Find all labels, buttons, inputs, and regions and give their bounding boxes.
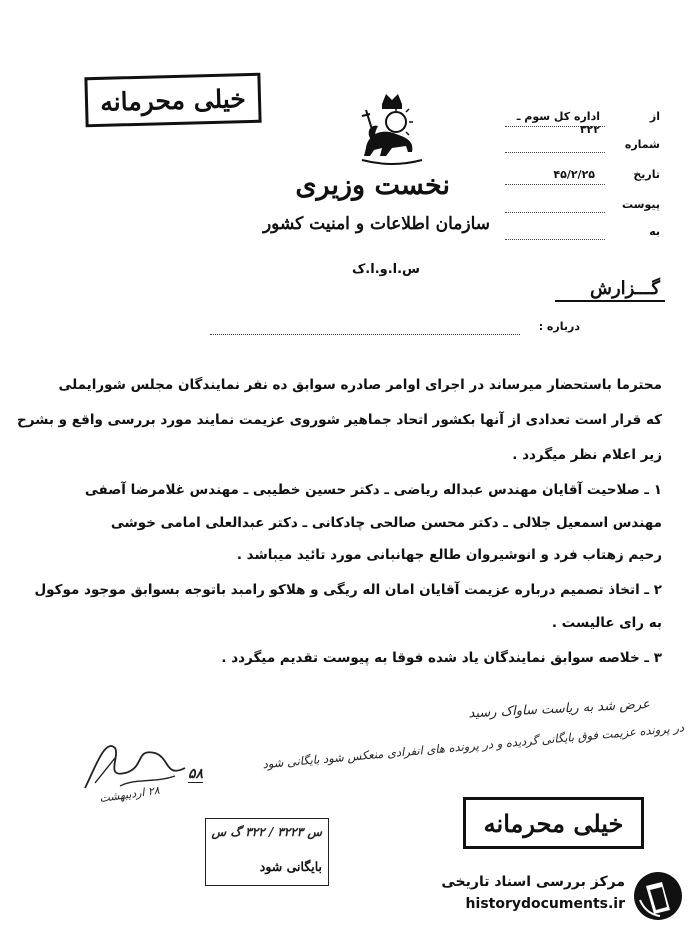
from-value: اداره کل سوم ـ ۳۲۲ (516, 110, 600, 136)
date-value: ۴۵/۲/۲۵ (553, 168, 595, 181)
body-line-5: مهندس اسمعیل جلالی ـ دکتر محسن صالحی چادکانی ـ دکتر عبدالعلی امامی خوشی (110, 515, 662, 531)
body-line-1: محترما باستحضار میرساند در اجرای اوامر صادره سوابق ده نفر نمایندگان مجلس شورایملی (58, 377, 662, 393)
lion-and-sun-emblem (352, 90, 432, 174)
archive-file-number: س ۳۲۲۳ / ۳۲۲ گ س (211, 825, 322, 839)
org-name-line2: سازمان اطلاعات و امنیت کشور (262, 214, 490, 234)
report-title: گـــزارش (590, 278, 660, 299)
subject-label: درباره : (538, 320, 580, 333)
body-line-9: ۳ ـ خلاصه سوابق نمایندگان یاد شده فوقا به پیوست تقدیم میگردد . (221, 650, 662, 666)
from-dotted-line (505, 126, 605, 127)
org-name-line1: نخست وزیری (295, 170, 450, 201)
attachment-label: پیوست (622, 198, 660, 211)
top-confidential-stamp (84, 73, 261, 128)
handwritten-date-note: ۲۸ اردیبهشت (98, 783, 161, 806)
watermark-title: مرکز بررسی اسناد تاریخی (441, 874, 625, 890)
from-label: از (649, 110, 660, 123)
body-line-2: که قرار است تعدادی از آنها بکشور اتحاد جماهیر شوروی عزیمت نمایند مورد بررسی واقع و بشرح (17, 412, 662, 428)
date-dotted-line (505, 184, 605, 185)
report-title-underline (555, 300, 665, 302)
archive-stamp-box (205, 818, 329, 886)
to-dotted-line (505, 239, 605, 240)
attachment-dotted-line (505, 212, 605, 213)
body-line-3: زیر اعلام نظر میگردد . (512, 447, 662, 463)
date-label: تاریخ (633, 168, 660, 181)
handwritten-number-58: ۵۸ (188, 766, 204, 782)
body-line-7: ۲ ـ اتخاذ تصمیم درباره عزیمت آقایان امان اله ریگی و هلاکو رامبد باتوجه بسوابق موجود موکول (34, 582, 662, 598)
subject-dotted-line (210, 334, 520, 335)
bottom-confidential-stamp (463, 797, 644, 849)
org-code: س.ا.و.ا.ک (352, 262, 420, 277)
number-dotted-line (505, 152, 605, 153)
bottom-stamp-text: خیلی محرمانه (483, 808, 624, 838)
top-stamp-text: خیلی محرمانه (99, 83, 247, 117)
to-label: به (649, 225, 660, 238)
watermark-url: historydocuments.ir (465, 896, 625, 912)
body-line-4: ۱ ـ صلاحیت آقایان مهندس عبداله ریاضی ـ دکتر حسین خطیبی ـ مهندس غلامرضا آصفی (84, 482, 662, 498)
body-line-6: رحیم زهتاب فرد و انوشیروان طالع جهانبانی مورد تائید میباشد . (236, 547, 662, 563)
signature-scribble (75, 728, 195, 798)
handwritten-note-1: عرض شد به ریاست ساواک رسید (468, 696, 651, 722)
archive-note: بایگانی شود (259, 859, 322, 874)
body-line-8: به رای عالیست . (551, 615, 662, 631)
history-documents-logo-icon (632, 870, 684, 922)
handwritten-note-2: در پرونده عزیمت فوق بایگانی گردیده و در پرونده های انفرادی منعکس شود بایگانی شود (262, 720, 685, 772)
number-label: شماره (624, 138, 660, 151)
